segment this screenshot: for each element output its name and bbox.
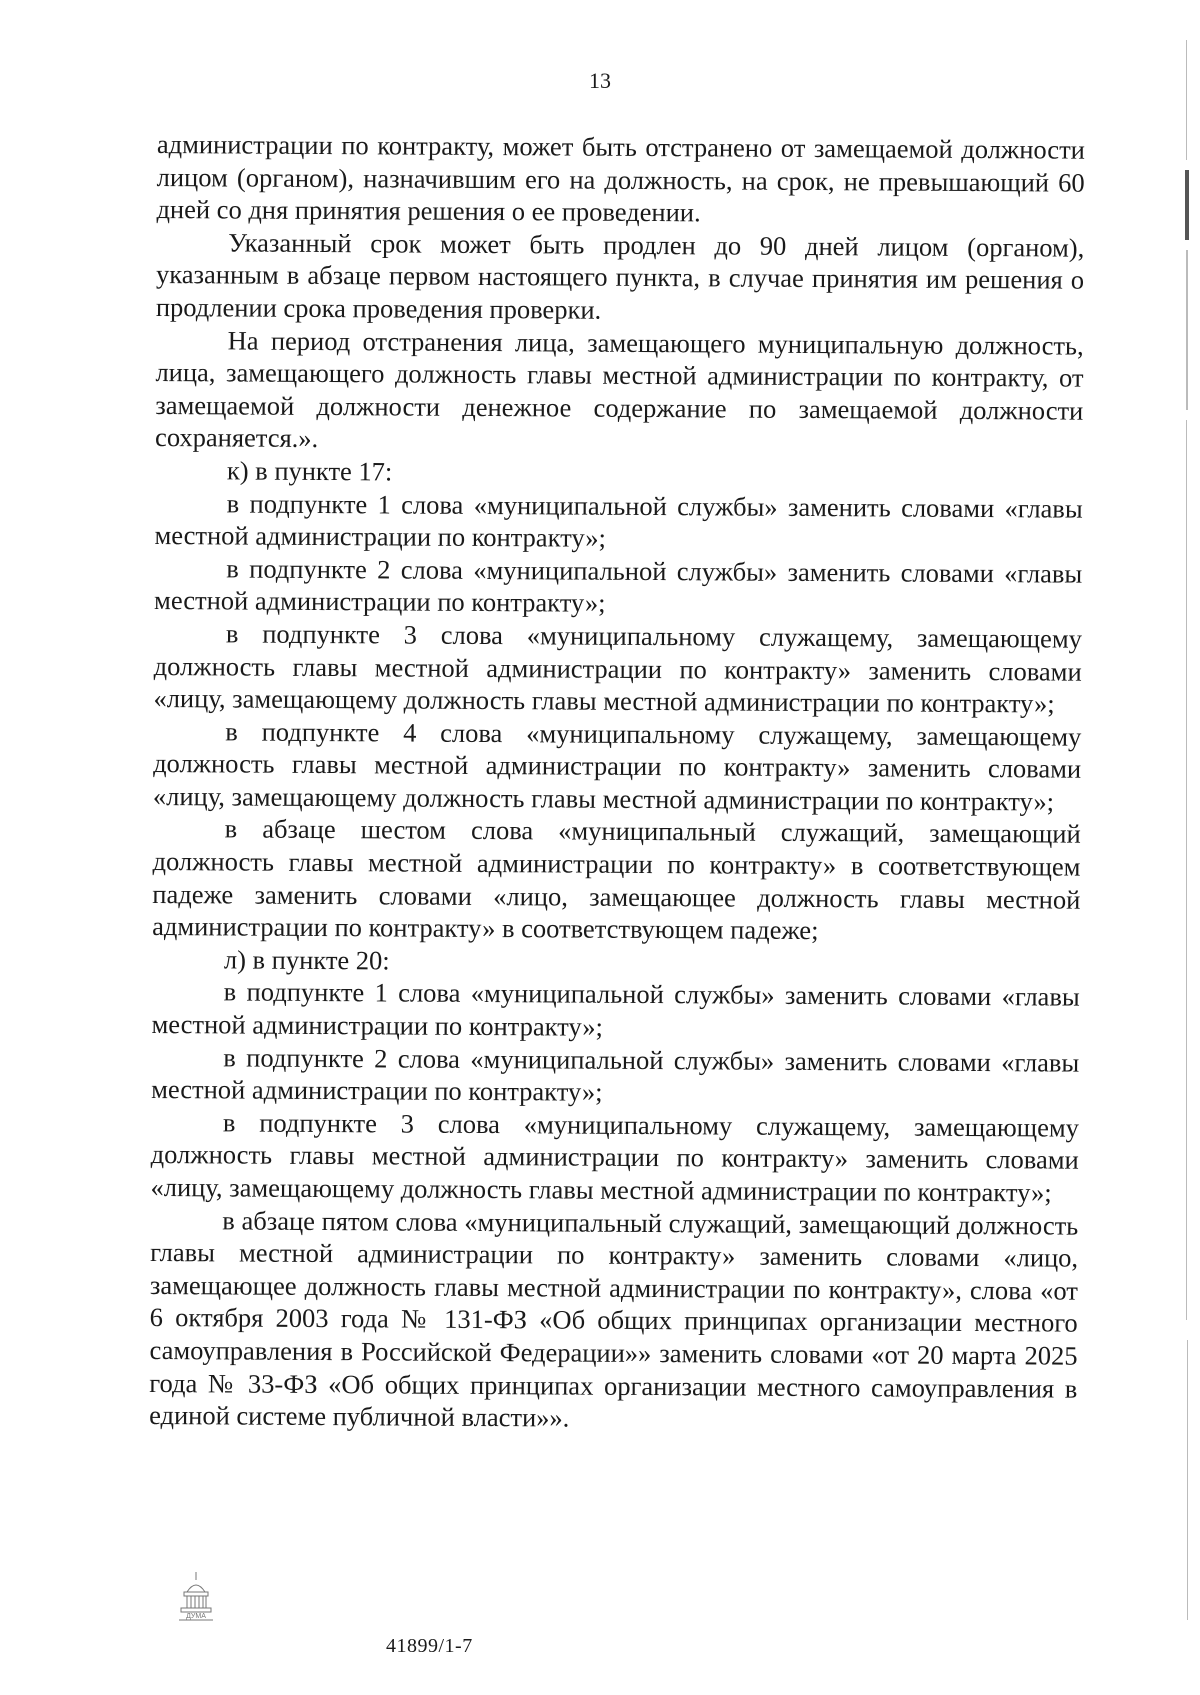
paragraph-term-extension: Указанный срок может быть продлен до 90 дней лицом (органом), указанным в абзаце первом настоящего пункта, в случае принятия им решения о продлении срока проведения проверки. bbox=[155, 227, 1085, 325]
paragraph-suspension-salary: На период отстранения лица, замещающего муниципальную должность, лица, замещающего должность главы местной администрации по контракту, от замещаемой должности денежное содержание по замещаемой должности сохраняется.». bbox=[155, 324, 1084, 454]
footer-logo-caption: ДУМА bbox=[186, 1613, 206, 1620]
item-17-subpoint-2: в подпункте 2 слова «муниципальной службы» заменить словами «главы местной администрации по контракту»; bbox=[154, 553, 1083, 619]
paragraph-continuation: администрации по контракту, может быть отстранено от замещаемой должности лицом (органом), назначившим его на должность, на срок, не превышающий 60 дней со дня принятия решения о ее проведении. bbox=[156, 128, 1085, 228]
item-17-subpoint-4: в подпункте 4 слова «муниципальному служащему, замещающему должность главы местной администрации по контракту» заменить словами «лицу, замещающему должность главы местной администрации по контракту»; bbox=[152, 716, 1082, 817]
document-registration-code: 41899/1-7 bbox=[386, 1635, 473, 1657]
duma-building-emblem-icon bbox=[175, 1570, 217, 1628]
item-17-paragraph-6: в абзаце шестом слова «муниципальный служащий, замещающий должность главы местной администрации по контракту» в соответствующем падеже заменить словами «лицо, замещающее должность главы местной администрации по контракту» в соответствующем падеже; bbox=[152, 813, 1081, 946]
subsection-l-heading: л) в пункте 20: bbox=[223, 944, 390, 976]
item-17-subpoint-1: в подпункте 1 слова «муниципальной службы» заменить словами «главы местной администрации по контракту»; bbox=[154, 487, 1083, 553]
item-20-subpoint-1: в подпункте 1 слова «муниципальной службы» заменить словами «главы местной администрации по контракту»; bbox=[151, 976, 1080, 1042]
scan-edge-artifact bbox=[1184, 40, 1190, 1640]
item-20-subpoint-2: в подпункте 2 слова «муниципальной службы» заменить словами «главы местной администрации по контракту»; bbox=[151, 1042, 1080, 1107]
item-20-paragraph-5: в абзаце пятом слова «муниципальный служащий, замещающий должность главы местной администрации по контракту» заменить словами «лицо, замещающее должность главы местной администрации по контракту», слова «от 6 октября 2003 года № 131-ФЗ «Об общих принципах организации местного самоуправления в Российской Федерации»» заменить словами «от 20 марта 2025 года № 33-ФЗ «Об общих принципах организации местного самоуправления в единой системе публичной власти»». bbox=[149, 1205, 1079, 1433]
page-number: 13 bbox=[589, 68, 611, 93]
item-17-subpoint-3: в подпункте 3 слова «муниципальному служащему, замещающему должность главы местной администрации по контракту» заменить словами «лицу, замещающему должность главы местной администрации по контракту»; bbox=[153, 618, 1082, 719]
subsection-k-heading: к) в пункте 17: bbox=[226, 455, 393, 487]
document-body bbox=[149, 128, 1085, 1437]
item-20-subpoint-3: в подпункте 3 слова «муниципальному служащему, замещающему должность главы местной администрации по контракту» заменить словами «лицу, замещающему должность главы местной администрации по контракту»; bbox=[150, 1107, 1080, 1208]
